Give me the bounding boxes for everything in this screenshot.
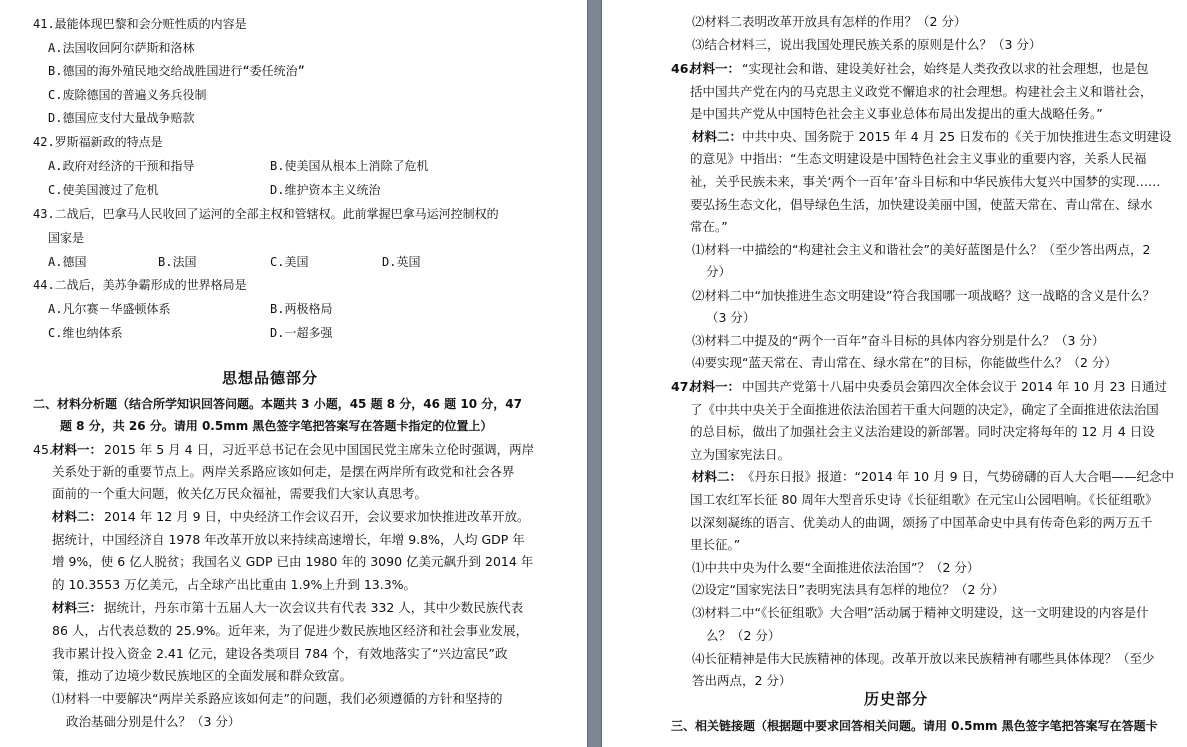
q42-stem: 42.罗斯福新政的特点是 — [33, 135, 163, 149]
q46-material2-line: 常在。” — [690, 219, 728, 234]
q47-material1-line: 中国共产党第十八届中央委员会第四次全体会议于 2014 年 10 月 23 日通过 — [742, 379, 1167, 394]
q46-material1-line: “实现社会和谐、建设美好社会，始终是人类孜孜以求的社会理想，也是包 — [742, 61, 1149, 76]
q45-material1-label: 材料一： — [52, 442, 103, 457]
section-title-history: 历史部分 — [864, 690, 929, 708]
q46-material2-line: 祉，关乎民族未来，事关‘两个一百年’奋斗目标和中华民族伟大复兴中国梦的实现…… — [690, 174, 1161, 189]
q45-material1-line: 面前的一个重大问题，攸关亿万民众福祉，需要我们大家认真思考。 — [52, 486, 428, 501]
q45-material2-line: 2014 年 12 月 9 日，中央经济工作会议召开，会议要求加快推进改革开放。 — [104, 509, 530, 524]
q47-question-1: ⑴中共中央为什么要“全面推进依法治国”？（2 分） — [692, 560, 980, 575]
q43-option-b: B.法国 — [158, 255, 197, 269]
q47-question-4: ⑷长征精神是伟大民族精神的体现。改革开放以来民族精神有哪些具体体现？（至少 — [692, 651, 1155, 666]
q47-material2-line: 国工农红军长征 80 周年大型音乐史诗《长征组歌》在元宝山公园唱响。《长征组歌》 — [690, 492, 1158, 507]
q47-material1-line: 了《中共中央关于全面推进依法治国若干重大问题的决定》，确定了全面推进依法治国 — [690, 402, 1159, 417]
q47-material1-line: 立为国家宪法日。 — [690, 447, 791, 462]
q43-stem: 43.二战后，巴拿马人民收回了运河的全部主权和管辖权。此前掌握巴拿马运河控制权的 — [33, 207, 499, 221]
q46-material2-line: 中共中央、国务院于 2015 年 4 月 25 日发布的《关于加快推进生态文明建设 — [742, 129, 1172, 144]
q46-question-4: ⑷要实现“蓝天常在、青山常在、绿水常在”的目标，你能做些什么？（2 分） — [692, 355, 1117, 370]
q46-question-1: ⑴材料一中描绘的“构建社会主义和谐社会”的美好蓝图是什么？（至少答出两点，2 — [692, 242, 1151, 257]
q44-option-d: D.一超多强 — [270, 326, 333, 340]
q46-question-2: ⑵材料二中“加快推进生态文明建设”符合我国哪一项战略？这一战略的含义是什么？ — [692, 288, 1155, 303]
q45-material3-label: 材料三： — [52, 600, 103, 615]
q47-material2-line: 《丹东日报》报道：“2014 年 10 月 9 日，气势磅礴的百人大合唱——纪念中 — [742, 469, 1175, 484]
q44-stem: 44.二战后，美苏争霸形成的世界格局是 — [33, 278, 247, 292]
q45-question-1-cont: 政治基础分别是什么？（3 分） — [66, 714, 241, 729]
q41-stem: 41.最能体现巴黎和会分赃性质的内容是 — [33, 17, 247, 31]
q46-material2-line: 的意见》中指出：“生态文明建设是中国特色社会主义事业的重要内容，关系人民福 — [690, 151, 1147, 166]
q47-material1-label: 材料一： — [690, 379, 741, 394]
q45-material3-line: 我市累计投入资金 2.41 亿元，建设各类项目 784 个，有效地落实了“兴边富民”政 — [52, 646, 508, 661]
q43-stem-cont: 国家是 — [48, 231, 85, 245]
q47-question-4-cont: 答出两点，2 分） — [692, 673, 792, 688]
q44-option-c: C.维也纳体系 — [48, 326, 123, 340]
q42-option-a: A.政府对经济的干预和指导 — [48, 159, 195, 173]
page-gutter — [587, 0, 602, 747]
section-title-ethics: 思想品德部分 — [222, 369, 319, 387]
q46-material1-line: 是中国共产党从中国特色社会主义事业总体布局出发提出的重大战略任务。” — [690, 106, 1103, 121]
q46-material1-label: 材料一： — [690, 61, 741, 76]
q47-question-3-cont: 么？（2 分） — [706, 628, 781, 643]
q44-option-a: A.凡尔赛－华盛顿体系 — [48, 302, 171, 316]
q47-question-3: ⑶材料二中“《长征组歌》大合唱”活动属于精神文明建设，这一文明建设的内容是什 — [692, 605, 1149, 620]
q46-question-2-cont: （3 分） — [706, 310, 756, 325]
q42-option-c: C.使美国渡过了危机 — [48, 183, 159, 197]
q46-material2-label: 材料二： — [692, 129, 743, 144]
q47-number: 47. — [671, 379, 694, 394]
q45-material2-line: 的 10.3553 万亿美元，占全球产出比重由 1.9%上升到 13.3%。 — [52, 577, 417, 592]
q47-material2-label: 材料二： — [692, 469, 743, 484]
q45-material2-line: 增 9%，使 6 亿人脱贫；我国名义 GDP 已由 1980 年的 3090 亿美元飙升到 2014 年 — [52, 554, 534, 569]
right-page — [602, 0, 1187, 747]
q46-number: 46. — [671, 61, 694, 76]
part2-header-line1: 二、材料分析题（结合所学知识回答问题。本题共 3 小题，45 题 8 分，46 题 10 分，47 — [33, 397, 522, 411]
q43-option-d: D.英国 — [382, 255, 421, 269]
q47-material1-line: 的总目标，做出了加强社会主义法治建设的新部署。同时决定将每年的 12 月 4 日设 — [690, 424, 1155, 439]
q45-material1-line: 2015 年 5 月 4 日，习近平总书记在会见中国国民党主席朱立伦时强调，两岸 — [104, 442, 535, 457]
q45-question-3: ⑶结合材料三，说出我国处理民族关系的原则是什么？（3 分） — [692, 37, 1042, 52]
part3-header: 三、相关链接题（根据题中要求回答相关问题。请用 0.5mm 黑色签字笔把答案写在答题卡 — [671, 719, 1158, 733]
q46-question-1-cont: 分） — [706, 264, 732, 279]
q45-number: 45. — [33, 442, 53, 457]
q45-question-1: ⑴材料一中要解决“两岸关系路应该如何走”的问题，我们必须遵循的方针和坚持的 — [52, 691, 503, 706]
q42-option-d: D.维护资本主义统治 — [270, 183, 381, 197]
q45-material3-line: 86 人，占代表总数的 25.9%。近年来，为了促进少数民族地区经济和社会事业发展， — [52, 623, 529, 638]
left-page — [0, 0, 587, 747]
q45-material2-line: 据统计，中国经济自 1978 年改革开放以来持续高速增长，年增 9.8%，人均 GDP 年 — [52, 532, 525, 547]
q47-material2-line: 里长征。” — [690, 537, 741, 552]
q42-option-b: B.使美国从根本上消除了危机 — [270, 159, 429, 173]
q47-material2-line: 以深刻凝练的语言、优美动人的曲调，颂扬了中国革命史中具有传奇色彩的两万五千 — [690, 515, 1153, 530]
q41-option-a: A.法国收回阿尔萨斯和洛林 — [48, 41, 195, 55]
q44-option-b: B.两极格局 — [270, 302, 333, 316]
q45-material1-line: 关系处于新的重要节点上。两岸关系路应该如何走，是摆在两岸所有政党和社会各界 — [52, 464, 515, 479]
q43-option-a: A.德国 — [48, 255, 87, 269]
q41-option-b: B.德国的海外殖民地交给战胜国进行“委任统治” — [48, 64, 305, 78]
q46-material2-line: 要弘扬生态文化，倡导绿色生活，加快建设美丽中国，使蓝天常在、青山常在、绿水 — [690, 197, 1153, 212]
q45-question-2: ⑵材料二表明改革开放具有怎样的作用？（2 分） — [692, 14, 967, 29]
q46-question-3: ⑶材料二中提及的“两个一百年”奋斗目标的具体内容分别是什么？（3 分） — [692, 333, 1105, 348]
q46-material1-line: 括中国共产党在内的马克思主义政党不懈追求的社会理想。构建社会主义和谐社会， — [690, 84, 1153, 99]
part2-header-line2: 题 8 分，共 26 分。请用 0.5mm 黑色签字笔把答案写在答题卡指定的位置上） — [60, 419, 493, 433]
q43-option-c: C.美国 — [270, 255, 309, 269]
q45-material3-line: 据统计，丹东市第十五届人大一次会议共有代表 332 人，其中少数民族代表 — [104, 600, 524, 615]
q47-question-2: ⑵设定“国家宪法日”表明宪法具有怎样的地位？（2 分） — [692, 582, 1005, 597]
q45-material2-label: 材料二： — [52, 509, 103, 524]
q41-option-c: C.废除德国的普遍义务兵役制 — [48, 88, 207, 102]
q45-material3-line: 策，推动了边境少数民族地区的全面发展和群众致富。 — [52, 668, 353, 683]
q41-option-d: D.德国应支付大量战争赔款 — [48, 111, 195, 125]
